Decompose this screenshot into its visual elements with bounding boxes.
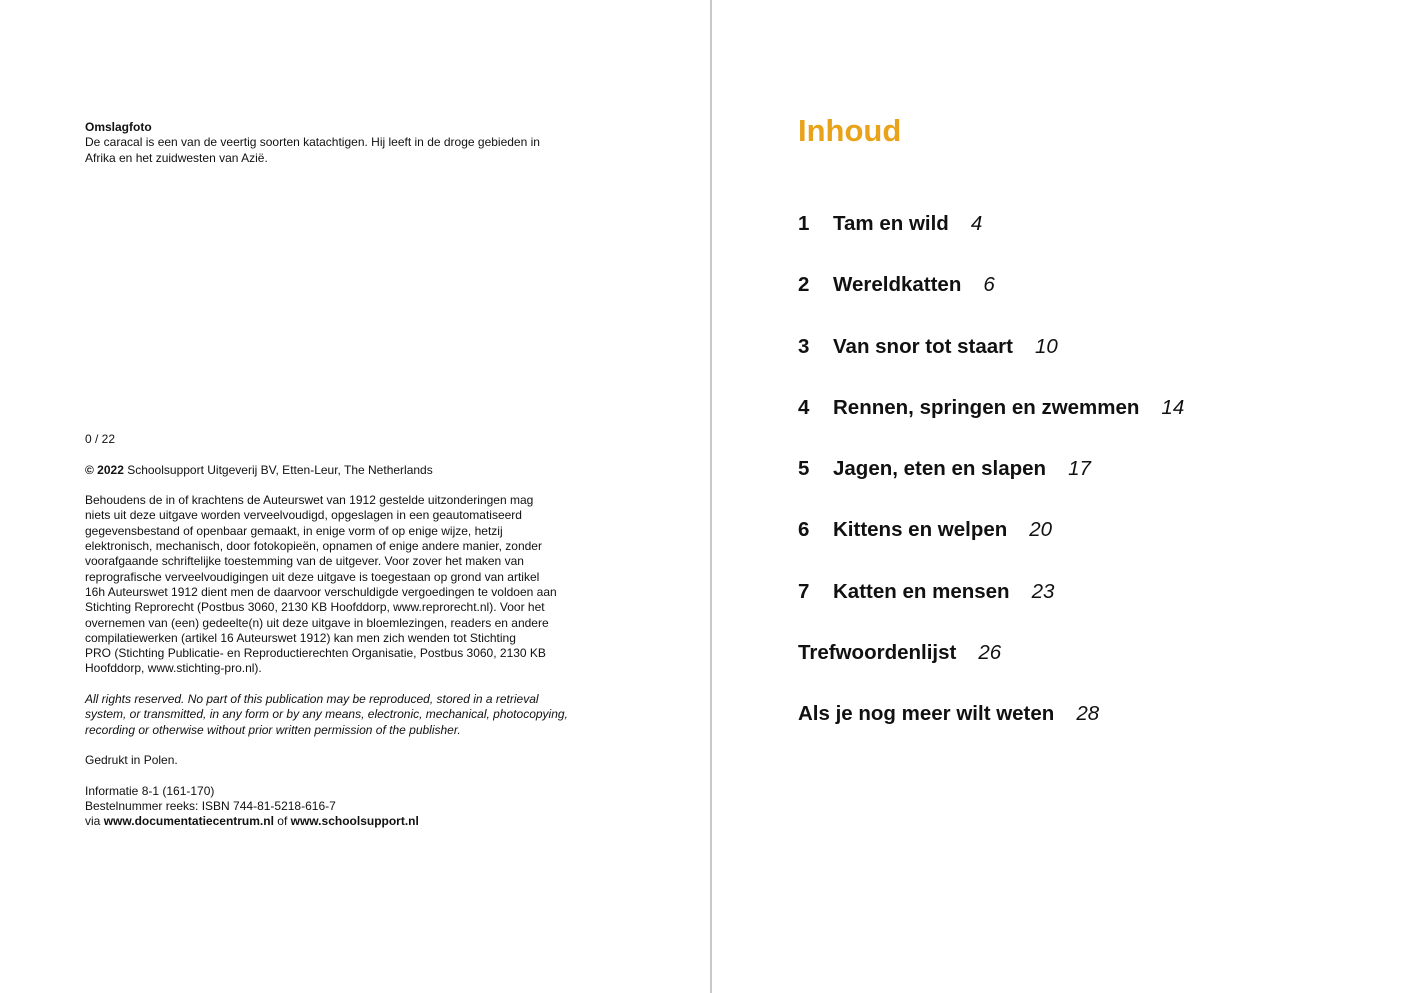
table-of-contents bbox=[798, 210, 1378, 762]
toc-item[interactable] bbox=[798, 700, 1378, 761]
toc-page-number: 26 bbox=[978, 641, 1002, 665]
toc-chapter-title: Kittens en welpen bbox=[833, 518, 1008, 542]
legal-line: niets uit deze uitgave worden verveelvoudigd, opgeslagen in een geautomatiseerd bbox=[85, 508, 522, 523]
info-line: Informatie 8-1 (161-170) bbox=[85, 783, 215, 798]
left-page bbox=[0, 0, 710, 993]
toc-section-title: Trefwoordenlijst bbox=[798, 641, 957, 665]
toc-item[interactable] bbox=[798, 394, 1378, 455]
toc-chapter-number: 3 bbox=[798, 334, 810, 358]
toc-chapter-number: 2 bbox=[798, 273, 810, 297]
cover-photo-text-line: Afrika en het zuidwesten van Azië. bbox=[85, 150, 268, 165]
toc-title: Inhoud bbox=[798, 113, 902, 148]
copyright-year: © 2022 bbox=[85, 462, 124, 477]
toc-item[interactable] bbox=[798, 333, 1378, 394]
toc-chapter-number: 5 bbox=[798, 457, 810, 481]
legal-line: voorafgaande schriftelijke toestemming van de uitgever. Voor zover het maken van bbox=[85, 554, 524, 569]
page-count: 0 / 22 bbox=[85, 432, 116, 446]
toc-chapter-number: 6 bbox=[798, 518, 810, 542]
legal-line: compilatiewerken (artikel 16 Auteurswet 1912) kan men zich wenden tot Stichting bbox=[85, 630, 516, 645]
toc-page-number: 6 bbox=[983, 273, 995, 297]
cover-photo-text-line: De caracal is een van de veertig soorten katachtigen. Hij leeft in de droge gebieden in bbox=[85, 135, 540, 150]
legal-line: Stichting Reprorecht (Postbus 3060, 2130 KB Hoofddorp, www.reprorecht.nl). Voor het bbox=[85, 600, 545, 615]
toc-page-number: 4 bbox=[970, 212, 983, 235]
right-page bbox=[712, 0, 1423, 993]
toc-item[interactable] bbox=[798, 578, 1378, 639]
toc-item[interactable] bbox=[798, 271, 1378, 332]
toc-chapter-title: Rennen, springen en zwemmen bbox=[833, 395, 1140, 419]
toc-chapter-number: 4 bbox=[798, 395, 810, 419]
via-mid: of bbox=[273, 814, 291, 829]
legal-line: system, or transmitted, in any form or by any means, electronic, mechanical, photocopying, bbox=[85, 707, 568, 722]
toc-page-number: 17 bbox=[1068, 457, 1091, 481]
legal-line: overnemen van (een) gedeelte(n) uit deze uitgave in bloemlezingen, readers en andere bbox=[85, 615, 549, 630]
cover-photo-heading: Omslagfoto bbox=[85, 120, 152, 134]
toc-page-number: 20 bbox=[1029, 518, 1053, 542]
via-prefix: via bbox=[85, 814, 104, 829]
copyright-holder: Schoolsupport Uitgeverij BV, Etten-Leur, The Netherlands bbox=[123, 462, 433, 477]
toc-section-title: Als je nog meer wilt weten bbox=[798, 702, 1055, 726]
order-info bbox=[85, 784, 595, 830]
cover-photo-credit bbox=[85, 120, 585, 166]
legal-line: recording or otherwise without prior written permission of the publisher. bbox=[85, 722, 461, 737]
toc-page-number: 23 bbox=[1031, 579, 1055, 603]
toc-chapter-title: Van snor tot staart bbox=[833, 334, 1013, 358]
toc-page-number: 14 bbox=[1161, 395, 1185, 419]
legal-line: Behoudens de in of krachtens de Auteurswet van 1912 gestelde uitzonderingen mag bbox=[85, 493, 534, 508]
legal-line: reprografische verveelvoudigingen uit deze uitgave is toegestaan op grond van artikel bbox=[85, 569, 540, 584]
legal-notice-dutch bbox=[85, 493, 595, 677]
toc-page-number: 10 bbox=[1035, 334, 1058, 358]
toc-item[interactable] bbox=[798, 639, 1378, 700]
toc-chapter-title: Tam en wild bbox=[833, 212, 949, 235]
toc-chapter-number: 7 bbox=[798, 579, 810, 603]
legal-line: elektronisch, mechanisch, door fotokopieën, opnamen of enige andere manier, zonder bbox=[85, 539, 542, 554]
toc-chapter-title: Wereldkatten bbox=[833, 273, 962, 297]
copyright-line bbox=[85, 463, 595, 478]
toc-chapter-title: Katten en mensen bbox=[833, 579, 1010, 603]
legal-line: 16h Auteurswet 1912 dient men de daarvoor verschuldigde vergoedingen te voldoen aan bbox=[85, 584, 557, 599]
schoolsupport-link: www.schoolsupport.nl bbox=[290, 814, 419, 829]
legal-notice-english bbox=[85, 692, 595, 738]
legal-line: gegevensbestand of openbaar gemaakt, in enige vorm of op enige wijze, hetzij bbox=[85, 523, 503, 538]
toc-page-number: 28 bbox=[1076, 702, 1100, 726]
documentatiecentrum-link: www.documentatiecentrum.nl bbox=[103, 814, 274, 829]
toc-item[interactable] bbox=[798, 455, 1378, 516]
legal-line: All rights reserved. No part of this publication may be reproduced, stored in a retrieval bbox=[85, 692, 539, 707]
toc-item[interactable] bbox=[798, 516, 1378, 577]
colophon bbox=[85, 432, 595, 845]
toc-chapter-number: 1 bbox=[798, 212, 810, 235]
isbn-line: Bestelnummer reeks: ISBN 744-81-5218-616-7 bbox=[85, 799, 336, 814]
toc-item[interactable] bbox=[798, 210, 1378, 271]
legal-line: Hoofddorp, www.stichting-pro.nl). bbox=[85, 661, 262, 676]
legal-line: PRO (Stichting Publicatie- en Reproductierechten Organisatie, Postbus 3060, 2130 KB bbox=[85, 646, 546, 661]
toc-chapter-title: Jagen, eten en slapen bbox=[833, 457, 1047, 481]
via-line bbox=[85, 814, 595, 829]
printed-in: Gedrukt in Polen. bbox=[85, 753, 178, 768]
